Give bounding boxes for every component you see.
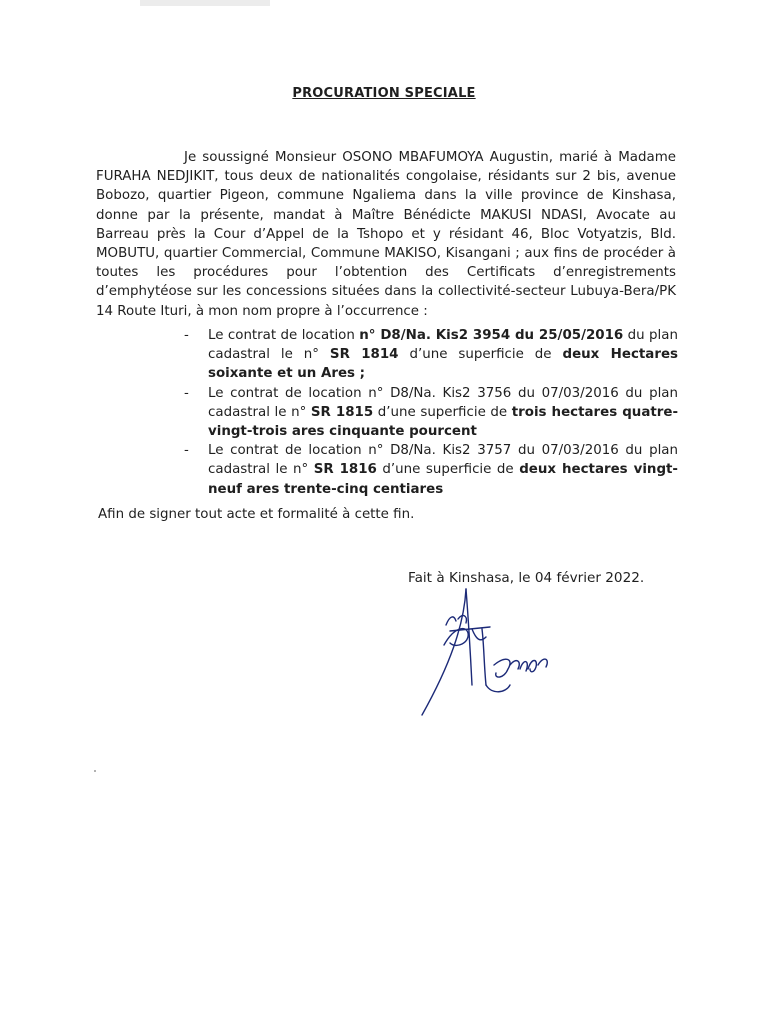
item-plan-number: SR 1816 [313, 462, 377, 478]
place-and-date: Fait à Kinshasa, le 04 février 2022. [408, 570, 645, 586]
bullet-dash: - [184, 328, 189, 343]
list-item [184, 441, 678, 499]
concessions-list [184, 326, 678, 499]
item-text: Le contrat de location [208, 328, 360, 343]
item-contract-ref: n° D8/Na. Kis2 3954 du 25/05/2016 [359, 328, 624, 343]
item-text: Le contrat de location n° D8/Na. Kis2 3756 du 07/03/2016 du plan cadastral le n° [208, 385, 678, 420]
bullet-dash: - [184, 385, 189, 401]
item-text: d’une superficie de [398, 347, 563, 363]
item-text: du plan cadastral le n° [208, 328, 678, 363]
item-plan-number: SR 1815 [310, 404, 374, 420]
body-paragraph [96, 148, 676, 321]
document-title: PROCURATION SPECIALE [292, 86, 476, 101]
item-area: deux hectares vingt-neuf ares trente-cinq centiares [208, 462, 678, 497]
bullet-dash: - [184, 443, 189, 459]
body-paragraph-text: Je soussigné Monsieur OSONO MBAFUMOYA Augustin, marié à Madame FURAHA NEDJIKIT, tous deux de nationalités congolaise, résidants sur 2 bis, avenue Bobozo, quartier Pigeon, commune Ngaliema dans la ville province de Kinshasa, donne par la présente, mandat à Maître Bénédicte MAKUSI NDASI, Avocate au Barreau près la Cour d’Appel de la Tshopo et y résidant 46, Bloc Votyatzis, Bld. MOBUTU, quartier Commercial, Commune MAKISO, Kisangani ; aux fins de procéder à toutes les procédures pour l’obtention des Certificats d’enregistrements d’emphytéose sur les concessions situées dans la collectivité-secteur Lubuya-Bera/PK 14 Route Ituri, à mon nom propre à l’occurrence : [96, 150, 676, 319]
list-item [184, 384, 678, 442]
item-area: trois hectares quatre-vingt-trois ares cinquante pourcent [208, 404, 679, 440]
scan-artifact [140, 0, 270, 6]
item-text: d’une superficie de [376, 462, 520, 478]
item-text: d’une superficie de [373, 404, 512, 420]
item-text: Le contrat de location n° D8/Na. Kis2 3757 du 07/03/2016 du plan cadastral le n° [208, 443, 678, 478]
handwritten-signature [410, 585, 570, 725]
list-item [184, 326, 678, 384]
scan-speck [94, 770, 96, 772]
item-area: deux Hectares soixante et un Ares ; [208, 347, 678, 382]
item-plan-number: SR 1814 [329, 347, 399, 363]
closing-sentence: Afin de signer tout acte et formalité à cette fin. [98, 507, 415, 522]
